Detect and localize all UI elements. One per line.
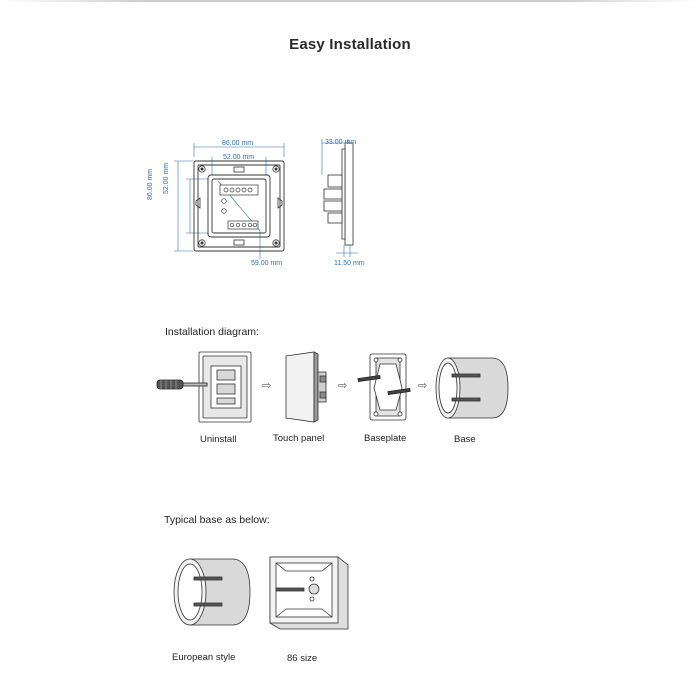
- installation-heading: Installation diagram:: [165, 326, 259, 338]
- dim-side-depth: 33.00 mm: [325, 139, 357, 146]
- top-divider: [0, 0, 700, 2]
- dim-front-width: 86.00 mm: [222, 140, 254, 147]
- step-label-baseplate: Baseplate: [364, 433, 407, 444]
- typical-base-heading: Typical base as below:: [164, 514, 270, 526]
- dim-side-thickness: 11.50 mm: [334, 260, 365, 267]
- side-view-drawing: [318, 135, 378, 265]
- step-label-touch-panel: Touch panel: [273, 433, 325, 444]
- dim-diagonal: 59.00 mm: [251, 260, 283, 267]
- european-base-illustration: [168, 553, 254, 631]
- touch-panel-illustration: [282, 350, 332, 425]
- arrow-icon: ⇨: [338, 380, 348, 392]
- base-label-86-size: 86 size: [287, 653, 318, 664]
- base-illustration: [430, 352, 512, 424]
- step-label-base: Base: [454, 434, 476, 445]
- dim-inner-width: 52.00 mm: [223, 154, 255, 161]
- page-title: Easy Installation: [289, 36, 411, 53]
- dim-inner-height: 52.00 mm: [163, 162, 170, 194]
- arrow-icon: ⇨: [262, 380, 272, 392]
- base-label-european: European style: [172, 652, 236, 663]
- arrow-icon: ⇨: [418, 380, 428, 392]
- baseplate-illustration: [354, 350, 414, 425]
- step-label-uninstall: Uninstall: [200, 434, 237, 445]
- square-86-base-illustration: [264, 553, 354, 633]
- uninstall-illustration: [155, 350, 265, 425]
- dim-front-height: 86.00 mm: [147, 168, 154, 200]
